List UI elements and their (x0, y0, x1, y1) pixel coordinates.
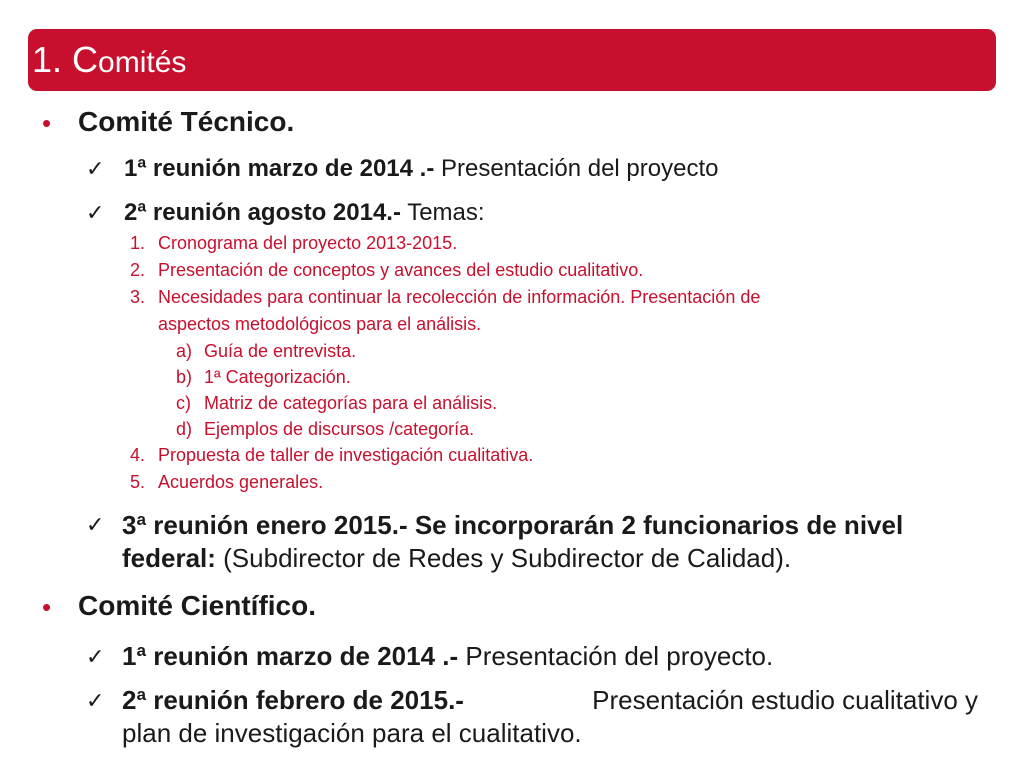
meeting-label: 1ª reunión marzo de 2014 .- (124, 155, 435, 182)
subtopic-item: Ejemplos de discursos /categoría. (204, 419, 475, 439)
meeting-label: federal: (122, 543, 216, 573)
meeting-text: (Subdirector de Redes y Subdirector de Calidad). (215, 543, 792, 573)
subtopic-letter: a) (176, 341, 193, 361)
subtopic-item: 1ª Categorización. (204, 367, 351, 387)
scientific-meeting-2-line-1 (122, 685, 978, 716)
bullet-icon: • (42, 108, 52, 138)
scientific-meeting-2-line-2: plan de investigación para el cualitativo. (122, 718, 582, 748)
subtopic-letter: b) (176, 367, 193, 387)
technical-meeting-3-line-1: 3ª reunión enero 2015.- Se incorporarán 2 funcionarios de nivel (122, 510, 904, 540)
meeting-label: 1ª reunión marzo de 2014 .- (122, 641, 459, 671)
topic-number: 3. (130, 287, 146, 307)
subtopic-item: Matriz de categorías para el análisis. (204, 393, 498, 413)
topic-number: 2. (130, 260, 146, 280)
topic-item: Presentación de conceptos y avances del estudio cualitativo. (158, 260, 644, 280)
check-icon: ✓ (86, 156, 105, 181)
topic-number: 1. (130, 233, 146, 253)
meeting-text: Presentación estudio cualitativo y (592, 685, 978, 715)
subtopic-item: Guía de entrevista. (204, 341, 357, 361)
topic-item: Cronograma del proyecto 2013-2015. (158, 233, 458, 253)
scientific-meeting-1 (122, 641, 773, 672)
title-rest: omités (98, 46, 187, 79)
check-icon: ✓ (86, 644, 105, 669)
meeting-text: Presentación del proyecto (434, 155, 719, 182)
meeting-text: Presentación del proyecto. (458, 641, 774, 671)
meeting-text: Temas: (400, 199, 485, 226)
topic-item: Acuerdos generales. (158, 472, 324, 492)
check-icon: ✓ (86, 200, 105, 225)
technical-meeting-1 (124, 155, 718, 183)
subtopic-letter: c) (176, 393, 191, 413)
bullet-icon: • (42, 592, 52, 622)
check-icon: ✓ (86, 688, 105, 713)
subtopic-letter: d) (176, 419, 193, 439)
slide-title (32, 34, 186, 89)
title-number: 1. (32, 39, 63, 80)
topic-item: Necesidades para continuar la recolección de información. Presentación de (158, 287, 761, 307)
meeting-label: 2ª reunión febrero de 2015.- (122, 685, 464, 715)
technical-meeting-2 (124, 199, 485, 227)
technical-heading: Comité Técnico. (78, 106, 295, 137)
technical-meeting-3-line-2 (122, 543, 791, 574)
meeting-label: 2ª reunión agosto 2014.- (124, 199, 401, 226)
topic-item: Propuesta de taller de investigación cualitativa. (158, 445, 534, 465)
topic-item-continuation: aspectos metodológicos para el análisis. (158, 314, 482, 334)
topic-number: 4. (130, 445, 146, 465)
title-initial: C (72, 39, 99, 80)
check-icon: ✓ (86, 512, 105, 537)
scientific-heading: Comité Científico. (78, 590, 317, 621)
topic-number: 5. (130, 472, 146, 492)
